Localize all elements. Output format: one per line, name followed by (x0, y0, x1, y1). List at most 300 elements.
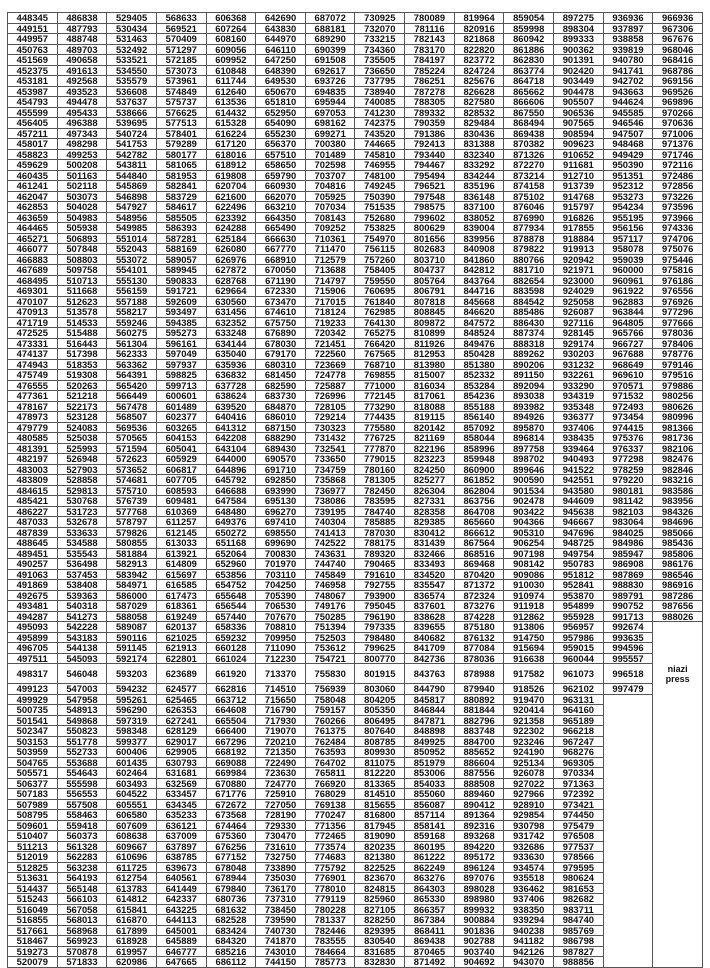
number-cell: 970266 (653, 107, 703, 118)
number-cell: 544840 (107, 170, 157, 181)
number-cell: 736650 (355, 65, 405, 76)
number-cell: 609667 (107, 841, 157, 852)
number-cell: 806495 (355, 715, 405, 726)
number-cell: 477361 (8, 391, 58, 402)
number-cell: 970636 (653, 118, 703, 129)
number-cell: 723630 (256, 768, 306, 779)
number-cell: 933290 (554, 380, 604, 391)
number-cell: 708810 (256, 622, 306, 633)
empty-cell (603, 778, 653, 789)
number-cell: 721350 (256, 747, 306, 758)
number-cell: 827331 (405, 496, 455, 507)
number-cell: 613536 (206, 97, 256, 108)
number-cell: 972392 (554, 789, 604, 800)
number-cell: 823670 (355, 873, 405, 884)
number-cell: 898304 (554, 23, 604, 34)
number-cell: 454793 (8, 97, 58, 108)
number-cell: 816034 (405, 380, 455, 391)
number-cell: 582841 (156, 181, 206, 192)
number-cell: 707034 (305, 202, 355, 213)
number-cell: 612754 (107, 873, 157, 884)
number-cell: 981653 (554, 883, 604, 894)
number-cell: 697410 (256, 517, 306, 528)
number-cell: 979220 (603, 475, 653, 486)
number-cell: 789320 (355, 548, 405, 559)
number-cell: 984986 (603, 538, 653, 549)
number-cell: 628129 (156, 726, 206, 737)
number-cell: 825960 (355, 894, 405, 905)
number-cell: 781337 (305, 915, 355, 926)
number-cell: 997479 (603, 684, 653, 695)
number-cell: 680736 (206, 894, 256, 905)
empty-cell (653, 757, 703, 768)
number-cell: 631456 (206, 307, 256, 318)
number-cell: 922302 (504, 726, 554, 737)
number-cell: 609952 (206, 55, 256, 66)
number-cell: 856087 (405, 799, 455, 810)
number-cell: 714797 (305, 275, 355, 286)
number-cell: 547927 (107, 202, 157, 213)
number-cell: 558463 (57, 810, 107, 821)
number-cell: 864708 (454, 506, 504, 517)
number-cell: 709252 (305, 223, 355, 234)
number-cell: 829484 (454, 118, 504, 129)
empty-cell (603, 768, 653, 779)
number-cell: 662070 (256, 191, 306, 202)
number-cell: 648480 (206, 506, 256, 517)
table-row (8, 936, 703, 947)
number-cell: 924190 (504, 747, 554, 758)
number-cell: 548956 (107, 212, 157, 223)
number-cell: 564391 (107, 370, 157, 381)
number-cell: 519308 (57, 370, 107, 381)
number-cell: 638624 (206, 391, 256, 402)
number-cell: 539695 (107, 118, 157, 129)
number-cell: 730925 (355, 13, 405, 24)
table-row (8, 76, 703, 87)
number-cell: 961073 (554, 664, 604, 684)
number-cell: 977666 (653, 317, 703, 328)
number-cell: 974450 (554, 810, 604, 821)
number-cell: 768710 (355, 359, 405, 370)
number-cell: 906254 (504, 538, 554, 549)
number-cell: 971006 (653, 128, 703, 139)
number-cell: 864718 (504, 76, 554, 87)
number-cell: 758405 (355, 265, 405, 276)
number-cell: 542228 (57, 622, 107, 633)
number-cell: 484615 (8, 485, 58, 496)
table-row (8, 202, 703, 213)
number-cell: 842736 (405, 653, 455, 664)
number-cell: 717015 (305, 296, 355, 307)
number-cell: 676890 (256, 328, 306, 339)
number-cell: 897275 (554, 13, 604, 24)
number-cell: 957986 (554, 632, 604, 643)
number-cell: 773574 (305, 841, 355, 852)
empty-cell (603, 841, 653, 852)
number-cell: 979595 (554, 862, 604, 873)
number-cell: 978406 (653, 338, 703, 349)
number-cell: 608593 (156, 485, 206, 496)
number-cell: 876132 (454, 632, 504, 643)
number-cell: 880766 (504, 254, 554, 265)
number-cell: 821169 (405, 433, 455, 444)
number-cell: 854033 (405, 778, 455, 789)
number-cell: 678030 (256, 338, 306, 349)
number-cell: 507848 (57, 244, 107, 255)
number-cell: 864303 (405, 883, 455, 894)
number-cell: 955195 (603, 212, 653, 223)
number-cell: 889262 (504, 349, 554, 360)
number-cell: 641449 (156, 883, 206, 894)
number-cell: 813365 (355, 778, 405, 789)
number-cell: 573652 (107, 464, 157, 475)
empty-cell (653, 778, 703, 789)
number-cell: 967688 (603, 349, 653, 360)
number-cell: 967676 (653, 34, 703, 45)
number-cell: 568507 (107, 412, 157, 423)
number-cell: 865660 (454, 517, 504, 528)
number-cell: 510407 (8, 831, 58, 842)
number-cell: 841860 (454, 254, 504, 265)
number-cell: 845668 (454, 296, 504, 307)
number-cell: 892094 (504, 380, 554, 391)
number-cell: 987869 (603, 569, 653, 580)
number-cell: 915797 (554, 202, 604, 213)
number-cell: 918884 (554, 233, 604, 244)
number-cell: 780160 (355, 464, 405, 475)
number-cell: 534588 (57, 538, 107, 549)
table-row (8, 181, 703, 192)
number-cell: 731432 (305, 433, 355, 444)
number-cell: 930798 (504, 820, 554, 831)
number-cell: 935348 (554, 401, 604, 412)
number-cell: 483003 (8, 464, 58, 475)
table-row (8, 380, 703, 391)
number-cell: 982682 (554, 894, 604, 905)
number-cell: 830412 (405, 527, 455, 538)
number-cell: 642690 (256, 13, 306, 24)
number-cell: 573961 (156, 76, 206, 87)
number-cell: 468495 (8, 275, 58, 286)
number-cell: 902788 (454, 936, 504, 947)
number-cell: 459629 (8, 160, 58, 171)
number-cell: 943663 (603, 86, 653, 97)
number-cell: 810899 (405, 328, 455, 339)
number-cell: 735030 (256, 873, 306, 884)
number-cell: 552733 (57, 747, 107, 758)
number-cell: 478167 (8, 401, 58, 412)
number-cell: 535543 (57, 548, 107, 559)
number-cell: 850428 (454, 349, 504, 360)
number-cell: 616585 (156, 580, 206, 591)
table-row (8, 349, 703, 360)
number-cell: 684320 (206, 936, 256, 947)
number-cell: 524083 (57, 422, 107, 433)
number-cell: 570565 (107, 433, 157, 444)
number-cell: 701970 (256, 559, 306, 570)
number-cell: 767565 (355, 349, 405, 360)
number-cell: 846844 (405, 705, 455, 716)
number-cell: 900884 (454, 915, 504, 926)
number-cell: 971376 (653, 139, 703, 150)
number-cell: 501541 (8, 715, 58, 726)
number-cell: 893982 (504, 401, 554, 412)
number-cell: 844790 (405, 684, 455, 695)
number-cell: 642337 (156, 894, 206, 905)
number-cell: 666400 (206, 726, 256, 737)
number-cell: 789332 (405, 107, 455, 118)
number-cell: 652950 (256, 107, 306, 118)
number-cell: 822525 (355, 862, 405, 873)
number-cell: 884700 (454, 736, 504, 747)
number-cell: 985806 (653, 548, 703, 559)
number-cell: 908594 (554, 128, 604, 139)
number-cell: 850952 (405, 747, 455, 758)
number-cell: 692617 (305, 65, 355, 76)
number-cell: 751535 (355, 202, 405, 213)
table-row (8, 852, 703, 863)
number-cell: 744740 (305, 559, 355, 570)
number-cell: 610369 (156, 506, 206, 517)
number-cell: 564193 (57, 873, 107, 884)
number-cell: 688290 (256, 433, 306, 444)
number-cell: 613033 (156, 538, 206, 549)
number-cell: 862830 (504, 55, 554, 66)
number-cell: 677152 (206, 852, 256, 863)
number-cell: 730470 (256, 831, 306, 842)
number-cell: 530434 (107, 23, 157, 34)
empty-cell (653, 694, 703, 705)
number-cell: 612145 (156, 527, 206, 538)
table-row (8, 370, 703, 381)
number-cell: 675750 (256, 317, 306, 328)
number-cell: 608638 (107, 831, 157, 842)
number-cell: 812953 (405, 349, 455, 360)
number-cell: 954234 (603, 202, 653, 213)
empty-cell (653, 643, 703, 654)
number-cell: 590833 (156, 275, 206, 286)
number-cell: 968649 (603, 359, 653, 370)
number-cell: 698162 (305, 118, 355, 129)
number-cell: 962883 (603, 296, 653, 307)
number-cell: 868411 (405, 925, 455, 936)
number-cell: 542782 (107, 149, 157, 160)
number-cell: 840682 (405, 632, 455, 643)
number-cell: 467689 (8, 265, 58, 276)
number-cell: 550823 (57, 726, 107, 737)
number-cell: 743010 (256, 946, 306, 957)
number-cell: 773290 (355, 401, 405, 412)
number-cell: 975376 (603, 433, 653, 444)
number-cell: 975479 (554, 820, 604, 831)
number-cell: 708143 (305, 212, 355, 223)
number-cell: 758048 (305, 694, 355, 705)
number-cell: 871492 (405, 957, 455, 968)
number-cell: 658650 (256, 160, 306, 171)
table-row (8, 485, 703, 496)
number-cell: 646110 (256, 44, 306, 55)
number-cell: 495433 (57, 107, 107, 118)
number-cell: 967247 (554, 736, 604, 747)
number-cell: 732541 (305, 443, 355, 454)
number-cell: 829395 (355, 925, 405, 936)
number-cell: 651168 (206, 538, 256, 549)
number-cell: 825277 (405, 475, 455, 486)
number-cell: 874228 (454, 611, 504, 622)
number-cell: 661920 (206, 664, 256, 684)
empty-cell (603, 831, 653, 842)
number-cell: 823772 (454, 55, 504, 66)
number-cell: 796190 (355, 611, 405, 622)
number-cell: 976337 (603, 443, 653, 454)
number-cell: 718124 (305, 307, 355, 318)
number-cell: 916826 (554, 212, 604, 223)
number-cell: 515243 (8, 894, 58, 905)
number-cell: 820142 (405, 422, 455, 433)
number-cell: 807818 (405, 296, 455, 307)
number-cell: 917582 (504, 664, 554, 684)
number-cell: 571594 (107, 443, 157, 454)
number-cell: 621025 (156, 632, 206, 643)
number-cell: 539363 (57, 590, 107, 601)
number-cell: 593203 (107, 664, 157, 684)
number-cell: 858044 (454, 433, 504, 444)
number-cell: 543183 (57, 632, 107, 643)
number-cell: 737310 (256, 894, 306, 905)
number-cell: 801915 (355, 664, 405, 684)
number-cell: 514533 (57, 317, 107, 328)
number-cell: 633457 (156, 789, 206, 800)
number-cell: 935518 (504, 873, 554, 884)
table-row (8, 338, 703, 349)
table-row (8, 527, 703, 538)
number-cell: 568013 (57, 915, 107, 926)
number-cell: 872270 (504, 160, 554, 171)
number-cell: 928910 (504, 799, 554, 810)
number-cell: 646688 (206, 485, 256, 496)
number-cell: 854236 (454, 391, 504, 402)
number-cell: 453987 (8, 86, 58, 97)
empty-cell (603, 852, 653, 863)
number-cell: 474943 (8, 359, 58, 370)
empty-cell (653, 789, 703, 800)
number-cell: 594232 (107, 684, 157, 695)
number-cell: 715650 (256, 694, 306, 705)
number-cell: 963844 (603, 307, 653, 318)
empty-cell (653, 831, 703, 842)
number-cell: 990752 (603, 601, 653, 612)
number-cell: 985947 (603, 548, 653, 559)
number-cell: 574849 (156, 86, 206, 97)
table-row (8, 957, 703, 968)
empty-cell (603, 820, 653, 831)
number-cell: 964160 (554, 705, 604, 716)
table-row (8, 128, 703, 139)
number-cell: 853006 (405, 768, 455, 779)
number-cell: 804205 (355, 694, 405, 705)
number-cell: 610848 (206, 65, 256, 76)
number-cell: 644113 (156, 915, 206, 926)
number-cell: 902420 (554, 65, 604, 76)
number-cell: 938350 (504, 904, 554, 915)
number-cell: 893268 (454, 831, 504, 842)
number-cell: 837601 (405, 601, 455, 612)
number-cell: 949754 (554, 548, 604, 559)
number-cell: 739590 (256, 915, 306, 926)
number-cell: 567478 (107, 401, 157, 412)
number-cell: 598348 (107, 726, 157, 737)
number-cell: 843763 (405, 664, 455, 684)
number-cell: 983711 (554, 904, 604, 915)
number-cell: 930203 (554, 349, 604, 360)
number-cell: 941182 (504, 936, 554, 947)
empty-cell (603, 946, 653, 957)
number-cell: 980181 (603, 485, 653, 496)
number-cell: 888318 (504, 338, 554, 349)
number-cell: 800629 (405, 223, 455, 234)
number-cell: 867564 (454, 538, 504, 549)
table-row (8, 139, 703, 150)
number-cell: 559418 (57, 820, 107, 831)
empty-cell (603, 883, 653, 894)
number-cell: 521218 (57, 391, 107, 402)
number-cell: 449151 (8, 23, 58, 34)
number-cell: 785885 (355, 517, 405, 528)
number-cell: 600601 (156, 391, 206, 402)
number-cell: 985769 (554, 925, 604, 936)
number-cell: 596290 (107, 705, 157, 716)
number-cell: 787030 (355, 527, 405, 538)
number-cell: 973226 (653, 191, 703, 202)
number-cell: 739195 (305, 506, 355, 517)
number-cell: 618912 (206, 160, 256, 171)
number-cell: 538666 (107, 107, 157, 118)
number-cell: 976556 (653, 286, 703, 297)
number-cell: 580855 (107, 538, 157, 549)
empty-cell (603, 747, 653, 758)
table-row (8, 149, 703, 160)
number-cell: 762985 (355, 307, 405, 318)
number-cell: 625184 (206, 233, 256, 244)
number-cell: 932261 (554, 370, 604, 381)
number-cell: 488748 (57, 34, 107, 45)
number-cell: 670880 (206, 778, 256, 789)
number-cell: 934574 (504, 862, 554, 873)
number-cell: 848898 (405, 726, 455, 737)
number-cell: 857114 (405, 810, 455, 821)
number-cell: 807640 (355, 726, 405, 737)
number-cell: 972486 (653, 170, 703, 181)
number-cell: 509601 (8, 820, 58, 831)
number-cell: 824815 (355, 883, 405, 894)
number-cell: 939294 (504, 915, 554, 926)
number-cell: 977298 (603, 454, 653, 465)
number-cell: 652064 (206, 548, 256, 559)
number-cell: 860900 (454, 464, 504, 475)
number-cell: 898980 (454, 894, 504, 905)
number-cell: 879822 (504, 244, 554, 255)
number-cell: 595273 (156, 328, 206, 339)
number-cell: 920942 (554, 254, 604, 265)
number-cell: 866606 (504, 97, 554, 108)
number-cell: 494287 (8, 611, 58, 622)
number-cell: 940780 (603, 55, 653, 66)
number-cell: 988026 (653, 611, 703, 622)
number-cell: 674610 (256, 307, 306, 318)
empty-cell (653, 715, 703, 726)
number-cell: 967306 (653, 23, 703, 34)
